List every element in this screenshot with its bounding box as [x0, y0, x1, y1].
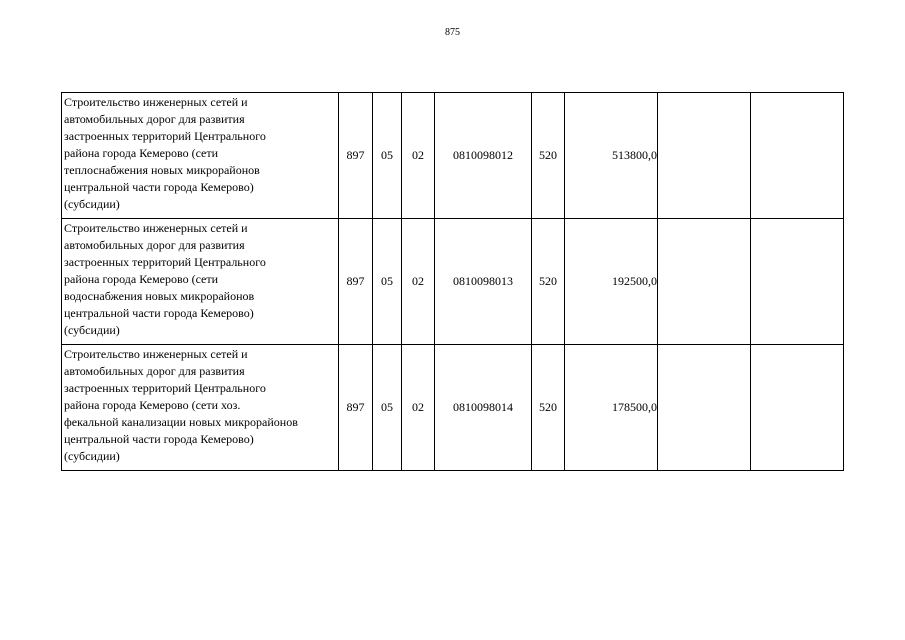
row-name-cell: Строительство инженерных сетей и автомобильных дорог для развития застроенных территорий Центрального района города Кемерово (сети хоз. фекальной канализации новых микрорайонов центральной части города Кемерово) (субсидии) [62, 345, 339, 471]
target-article-cell: 0810098013 [435, 219, 532, 345]
page-number: 875 [445, 27, 460, 38]
amount-cell: 178500,0 [565, 345, 658, 471]
target-article-cell: 0810098012 [435, 93, 532, 219]
amount-cell: 513800,0 [565, 93, 658, 219]
amount-cell: 192500,0 [565, 219, 658, 345]
subsection-code-cell: 02 [402, 345, 435, 471]
row-name-cell: Строительство инженерных сетей и автомобильных дорог для развития застроенных территорий Центрального района города Кемерово (сети теплоснабжения новых микрорайонов центральной части города Кемерово) (субсидии) [62, 93, 339, 219]
empty-amount-cell [658, 345, 751, 471]
empty-amount-cell [658, 93, 751, 219]
row-name-cell: Строительство инженерных сетей и автомобильных дорог для развития застроенных территорий Центрального района города Кемерово (сети водоснабжения новых микрорайонов центральной части города Кемерово) (субсидии) [62, 219, 339, 345]
expense-type-cell: 520 [532, 93, 565, 219]
empty-amount-cell [658, 219, 751, 345]
section-code-cell: 05 [373, 345, 402, 471]
subsection-code-cell: 02 [402, 93, 435, 219]
subsection-code-cell: 02 [402, 219, 435, 345]
section-code-cell: 05 [373, 219, 402, 345]
target-article-cell: 0810098014 [435, 345, 532, 471]
org-code-cell: 897 [339, 219, 373, 345]
section-code-cell: 05 [373, 93, 402, 219]
empty-amount-cell [751, 219, 844, 345]
expense-type-cell: 520 [532, 219, 565, 345]
empty-amount-cell [751, 93, 844, 219]
org-code-cell: 897 [339, 93, 373, 219]
expense-type-cell: 520 [532, 345, 565, 471]
org-code-cell: 897 [339, 345, 373, 471]
budget-table [61, 92, 844, 471]
table-row [62, 219, 844, 345]
table-row [62, 345, 844, 471]
table-row [62, 93, 844, 219]
empty-amount-cell [751, 345, 844, 471]
